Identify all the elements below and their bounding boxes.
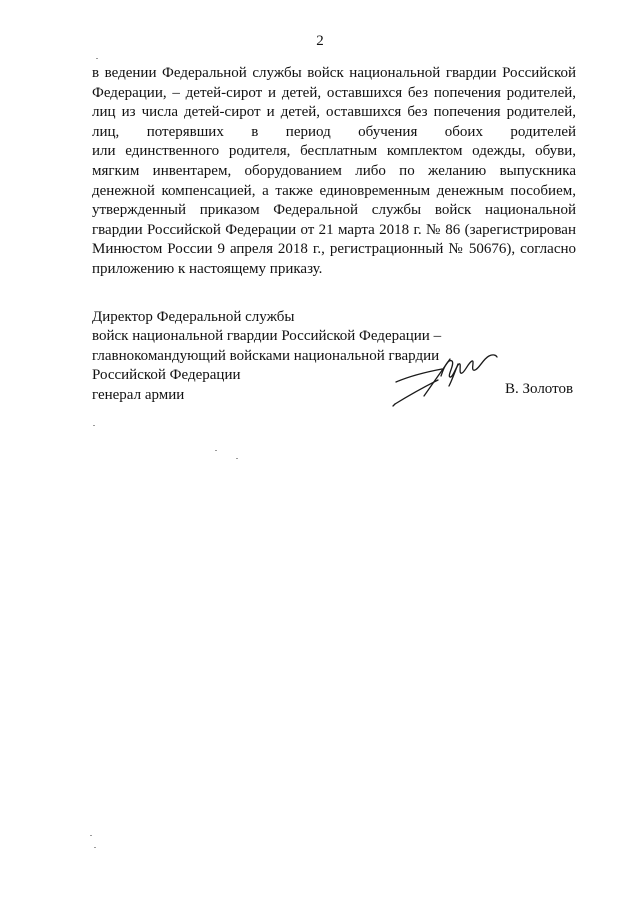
scan-speck xyxy=(93,425,95,426)
body-line: утвержденный приказом Федеральной службы войск национальной xyxy=(92,202,576,219)
body-line: приложению к настоящему приказу. xyxy=(92,260,323,277)
body-line: денежной компенсацией, а также единовременным денежным пособием, xyxy=(92,182,576,199)
position-line: Директор Федеральной службы xyxy=(92,309,295,325)
body-line: лиц, потерявших в период обучения обоих родителей xyxy=(92,123,576,140)
body-line: в ведении Федеральной службы войск национальной гвардии Российской xyxy=(92,65,576,81)
scan-speck xyxy=(236,458,238,459)
position-line: войск национальной гвардии Российской Федерации – xyxy=(92,328,442,345)
position-line: Российской Федерации xyxy=(92,367,241,384)
position-line: главнокомандующий войсками национальной гвардии xyxy=(92,347,440,364)
handwritten-signature xyxy=(392,342,504,408)
scan-speck xyxy=(215,450,217,451)
body-line: лиц из числа детей-сирот и детей, оставшихся без попечения родителей, xyxy=(92,104,576,121)
body-line: или единственного родителя, бесплатным комплектом одежды, обуви, xyxy=(92,143,576,160)
body-line: мягким инвентарем, оборудованием либо по желанию выпускника xyxy=(92,162,576,179)
scan-speck xyxy=(90,835,92,836)
page-number: 2 xyxy=(316,33,324,49)
body-line: Федерации, – детей-сирот и детей, оставшихся без попечения родителей, xyxy=(92,84,576,101)
scan-speck xyxy=(96,58,98,59)
body-paragraph xyxy=(92,64,576,280)
scan-speck xyxy=(94,847,96,848)
signer-name: В. Золотов xyxy=(505,381,574,397)
position-line: генерал армии xyxy=(92,386,185,403)
signatory-position xyxy=(92,308,441,405)
body-line: Минюстом России 9 апреля 2018 г., регистрационный № 50676), согласно xyxy=(92,241,576,258)
body-line: гвардии Российской Федерации от 21 марта 2018 г. № 86 (зарегистрирован xyxy=(92,221,576,238)
